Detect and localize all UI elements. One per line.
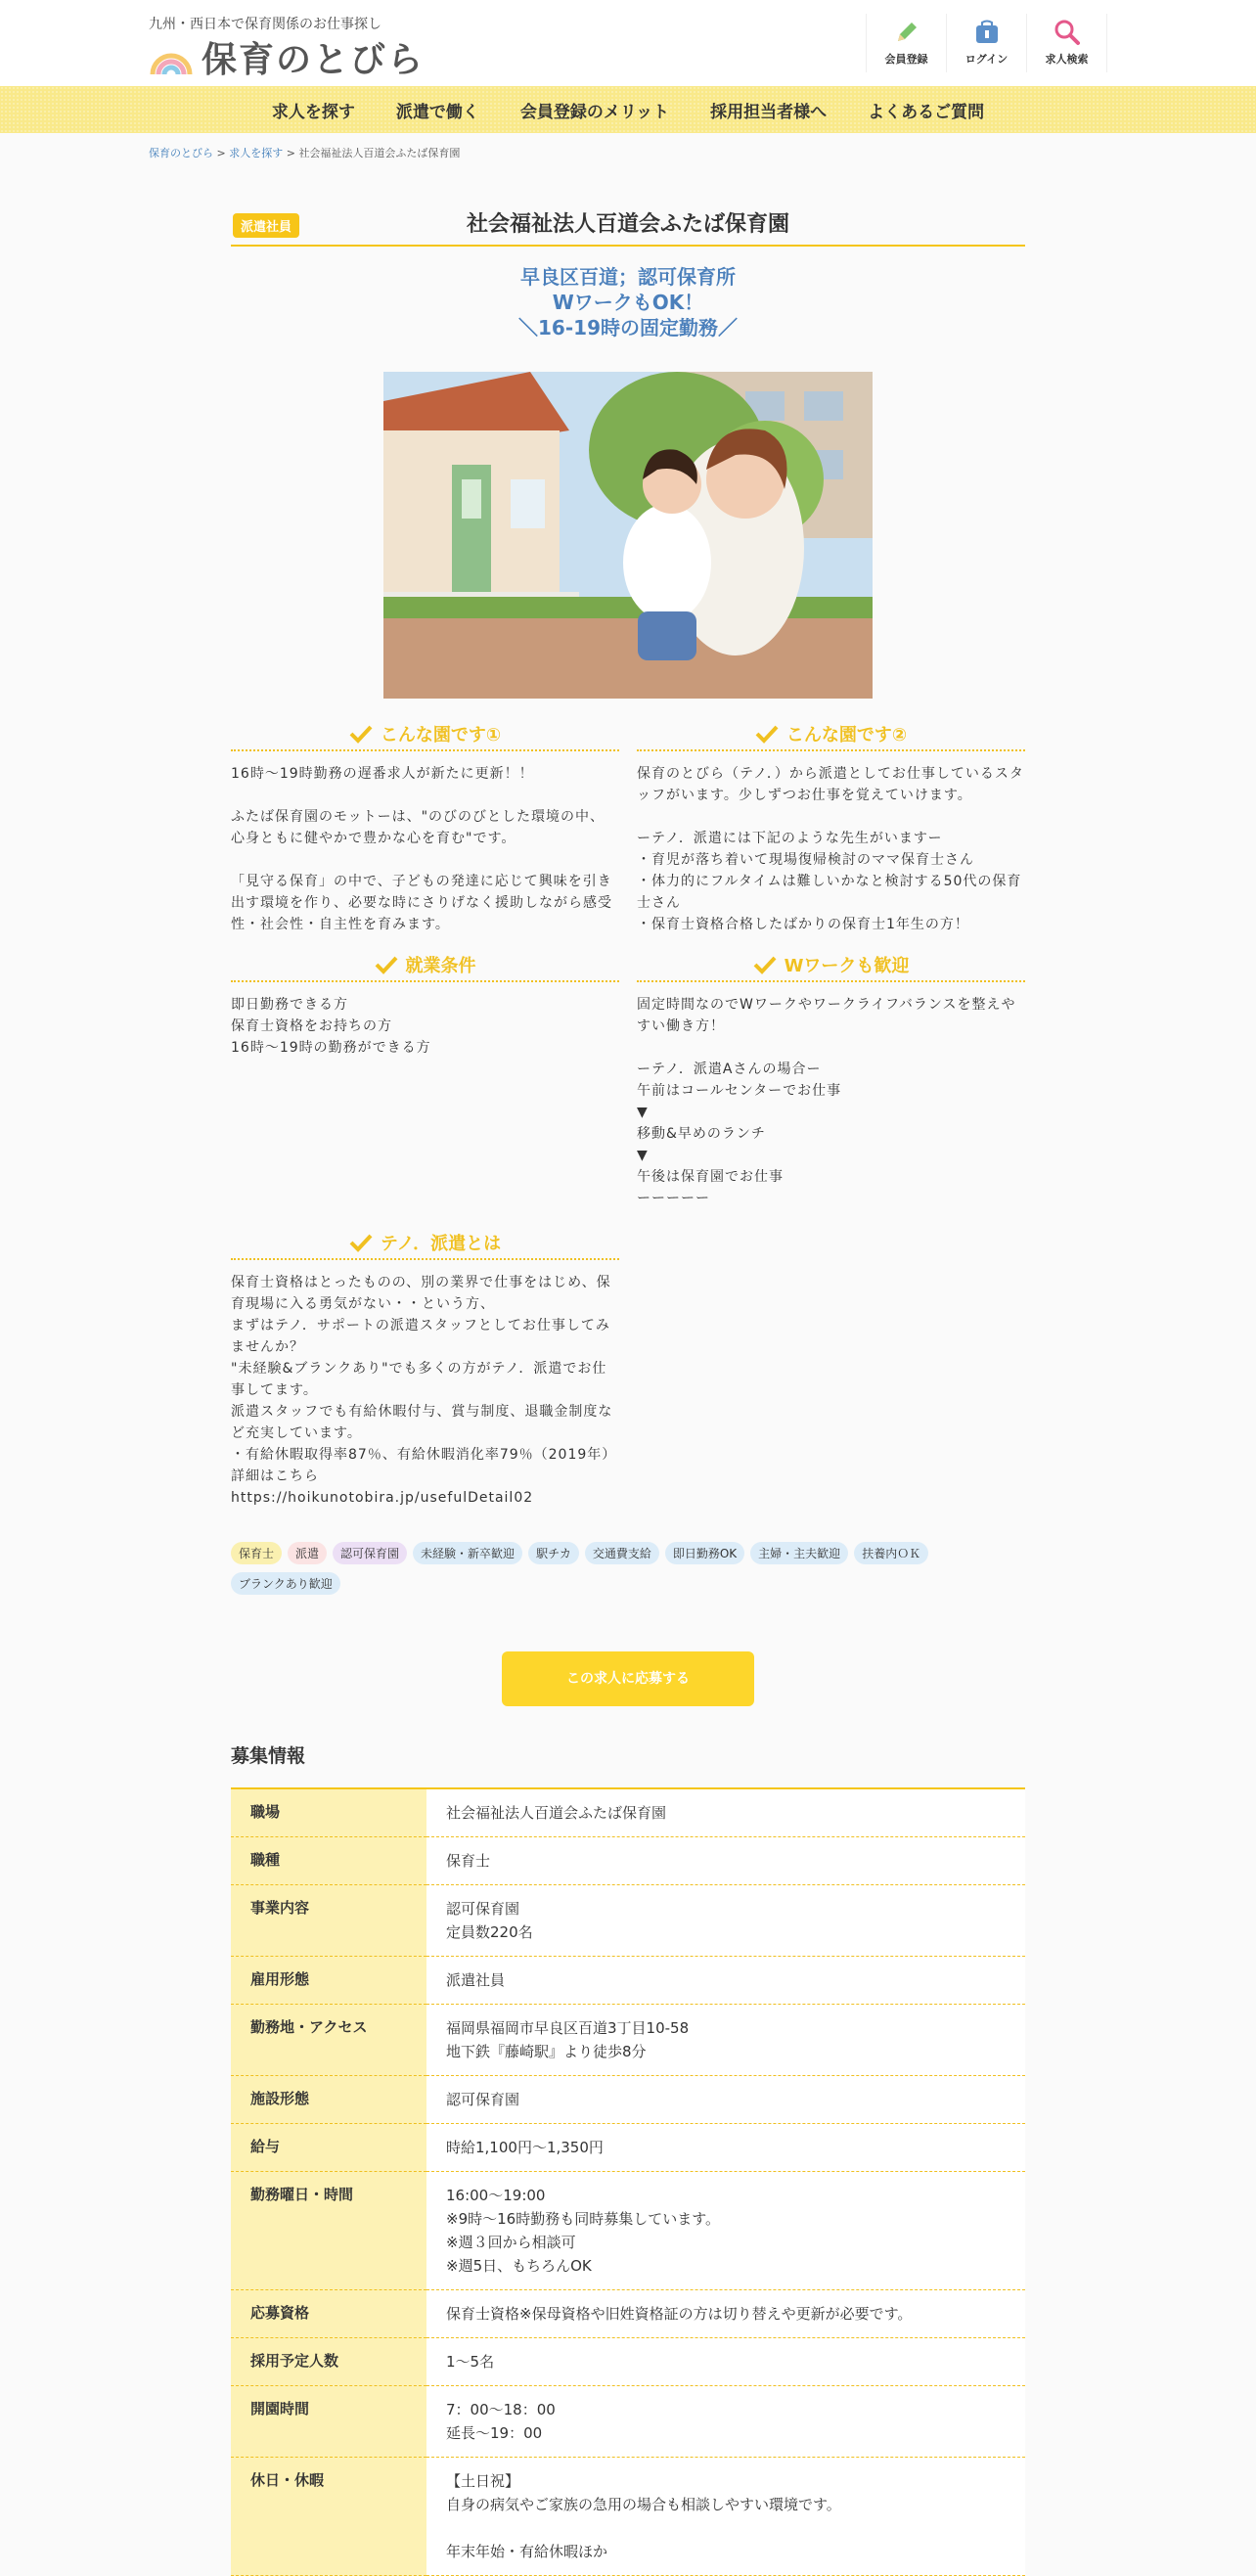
row-value: 社会福祉法人百道会ふたば保育園 — [426, 1788, 1025, 1837]
rainbow-logo-icon — [149, 37, 194, 76]
tag[interactable]: 認可保育園 — [333, 1542, 407, 1564]
site-tagline: 九州・西日本で保育関係のお仕事探し — [149, 17, 381, 32]
job-search-label: 求人検索 — [1045, 53, 1089, 66]
table-row — [231, 2338, 1025, 2386]
nav-dispatch-work[interactable]: 派遣で働く — [395, 102, 479, 122]
tag[interactable]: 扶養内ＯＫ — [854, 1542, 928, 1564]
table-row — [231, 1957, 1025, 2005]
login-label: ログイン — [964, 53, 1009, 66]
check-icon — [753, 955, 777, 974]
row-value: 【土日祝】 自身の病気やご家族の急用の場合も相談しやすい環境です。 年末年始・有給休暇ほか — [426, 2458, 1025, 2576]
search-icon — [1053, 18, 1082, 47]
section-title: こんな園です② — [785, 725, 908, 746]
job-search-button[interactable] — [1027, 14, 1107, 72]
catch-line: ＼16-19時の固定勤務／ — [518, 316, 738, 339]
tag[interactable]: 未経験・新卒歓迎 — [413, 1542, 522, 1564]
section-heading — [231, 722, 619, 751]
login-icon — [972, 18, 1002, 47]
section-title: 就業条件 — [405, 956, 476, 976]
row-label: 勤務地・アクセス — [231, 2005, 426, 2076]
table-row — [231, 1885, 1025, 1957]
employment-badge: 派遣社員 — [233, 213, 299, 238]
pencil-icon — [892, 18, 921, 47]
row-label: 開園時間 — [231, 2386, 426, 2458]
register-button[interactable] — [867, 14, 947, 72]
breadcrumb-search[interactable]: 求人を探す — [229, 147, 284, 159]
section-about-2 — [637, 722, 1025, 935]
section-text: 保育士資格はとったものの、別の業界で仕事をはじめ、保育現場に入る勇気がない・・という方、 まずはテノ．サポートの派遣スタッフとしてお仕事してみませんか？ "未経験&ブランクあり"でも多くの方がテノ．派遣でお仕事してます。 派遣スタッフでも有給休暇付与、賞与制度、退職金制度など充実しています。 ・有給休暇取得率87％、有給休暇消化率79％（2019年） 詳細はこちら https://hoikunotobira.jp/usefulDetail02 — [231, 1275, 617, 1506]
tag[interactable]: 主婦・主夫歓迎 — [750, 1542, 848, 1564]
section-heading — [637, 722, 1025, 751]
row-label: 勤務曜日・時間 — [231, 2172, 426, 2290]
breadcrumb-home[interactable]: 保育のとびら — [149, 147, 213, 159]
row-label: 職種 — [231, 1837, 426, 1885]
catch-copy — [231, 264, 1025, 340]
row-label: 職場 — [231, 1788, 426, 1837]
row-value: 16:00～19:00 ※9時～16時勤務も同時募集しています。 ※週３回から相談可 ※週5日、もちろんOK — [426, 2172, 1025, 2290]
dispatch-columns — [231, 1231, 1025, 1509]
row-value: 時給1,100円～1,350円 — [426, 2124, 1025, 2172]
intro-columns — [231, 722, 1025, 935]
section-conditions — [231, 953, 619, 1209]
row-value: 7：00～18：00 延長～19：00 — [426, 2386, 1025, 2458]
row-value: 派遣社員 — [426, 1957, 1025, 2005]
breadcrumb-current: 社会福祉法人百道会ふたば保育園 — [298, 147, 461, 159]
section-dispatch — [231, 1231, 619, 1509]
row-value: 保育士資格※保母資格や旧姓資格証の方は切り替えや更新が必要です。 — [426, 2290, 1025, 2338]
table-row — [231, 2076, 1025, 2124]
conditions-columns — [231, 953, 1025, 1209]
table-row — [231, 2124, 1025, 2172]
section-about-1 — [231, 722, 619, 935]
tag[interactable]: 即日勤務OK — [665, 1542, 744, 1564]
login-button[interactable] — [947, 14, 1027, 72]
catch-line: 早良区百道；認可保育所 — [520, 265, 736, 289]
check-icon — [349, 724, 373, 744]
job-detail — [231, 205, 1025, 2576]
tag[interactable]: 交通費支給 — [585, 1542, 659, 1564]
breadcrumb-separator: > — [286, 147, 295, 159]
table-row — [231, 2172, 1025, 2290]
logo-text: 保育のとびら — [202, 39, 426, 80]
nav-member-benefits[interactable]: 会員登録のメリット — [519, 102, 670, 122]
section-heading — [231, 953, 619, 982]
section-text: 保育のとびら（テノ．）から派遣としてお仕事しているスタッフがいます。少しずつお仕事を覚えていけます。 ーテノ．派遣には下記のような先生がいますー ・育児が落ち着いて現場復帰検討のママ保育士さん ・体力的にフルタイムは難しいかなと検討する50代の保育士さん ・保育士資格合格したばかりの保育士1年生の方！ — [637, 766, 1024, 932]
check-icon — [349, 1233, 373, 1252]
recruit-heading: 募集情報 — [231, 1745, 306, 1767]
site-header — [0, 0, 1256, 86]
tag[interactable]: 派遣 — [288, 1542, 327, 1564]
row-label: 施設形態 — [231, 2076, 426, 2124]
row-value: 保育士 — [426, 1837, 1025, 1885]
register-label: 会員登録 — [884, 53, 928, 66]
check-icon — [755, 724, 779, 744]
nav-faq[interactable]: よくあるご質問 — [868, 102, 985, 122]
nav-for-employers[interactable]: 採用担当者様へ — [710, 102, 828, 122]
section-heading — [231, 1231, 619, 1260]
page-title: 社会福祉法人百道会ふたば保育園 — [466, 211, 789, 237]
row-value: 福岡県福岡市早良区百道3丁目10-58 地下鉄『藤崎駅』より徒歩8分 — [426, 2005, 1025, 2076]
breadcrumb-separator: > — [216, 147, 226, 159]
global-nav — [0, 86, 1256, 133]
section-double-work — [637, 953, 1025, 1209]
tag[interactable]: 駅チカ — [528, 1542, 579, 1564]
table-row — [231, 1837, 1025, 1885]
nav-find-jobs[interactable]: 求人を探す — [271, 102, 355, 122]
row-label: 給与 — [231, 2124, 426, 2172]
tag-list — [231, 1542, 1025, 1603]
tag[interactable]: ブランクあり歓迎 — [231, 1572, 340, 1595]
apply-area — [231, 1651, 1025, 1706]
section-text: 固定時間なのでWワークやワークライフバランスを整えやすい働き方！ ーテノ．派遣Aさんの場合ー 午前はコールセンターでお仕事 ▼ 移動&早めのランチ ▼ 午後は保育園でお仕事 ーーーーー — [637, 997, 1016, 1206]
section-title: こんな園です① — [380, 725, 502, 746]
table-row — [231, 1788, 1025, 1837]
row-value: 1～5名 — [426, 2338, 1025, 2386]
breadcrumb — [149, 133, 1107, 172]
row-label: 休日・休暇 — [231, 2458, 426, 2576]
row-label: 応募資格 — [231, 2290, 426, 2338]
apply-button[interactable]: この求人に応募する — [502, 1651, 754, 1706]
section-heading — [637, 953, 1025, 982]
tag[interactable]: 保育士 — [231, 1542, 282, 1564]
nursery-photo — [383, 372, 873, 699]
row-label: 採用予定人数 — [231, 2338, 426, 2386]
row-value: 認可保育園 定員数220名 — [426, 1885, 1025, 1957]
section-title: Wワークも歓迎 — [784, 956, 910, 976]
check-icon — [375, 955, 398, 974]
catch-line: WワークもOK！ — [552, 291, 704, 314]
table-row — [231, 2290, 1025, 2338]
row-label: 事業内容 — [231, 1885, 426, 1957]
section-title: テノ．派遣とは — [380, 1234, 502, 1254]
row-value: 認可保育園 — [426, 2076, 1025, 2124]
table-row — [231, 2458, 1025, 2576]
table-row — [231, 2386, 1025, 2458]
site-logo[interactable] — [149, 35, 425, 78]
header-nav — [866, 14, 1107, 72]
title-row — [231, 205, 1025, 247]
table-row — [231, 2005, 1025, 2076]
section-text: 即日勤務できる方 保育士資格をお持ちの方 16時～19時の勤務ができる方 — [231, 997, 431, 1056]
recruit-table — [231, 1787, 1025, 2576]
row-label: 雇用形態 — [231, 1957, 426, 2005]
section-text: 16時～19時勤務の遅番求人が新たに更新！！ ふたば保育園のモットーは、"のびのびとした環境の中、心身ともに健やかで豊かな心を育む"です。 「見守る保育」の中で、子どもの発達に応じて興味を引き出す環境を作り、必要な時にさりげなく援助しながら感受性・社会性・自主性を育みます。 — [231, 766, 612, 932]
